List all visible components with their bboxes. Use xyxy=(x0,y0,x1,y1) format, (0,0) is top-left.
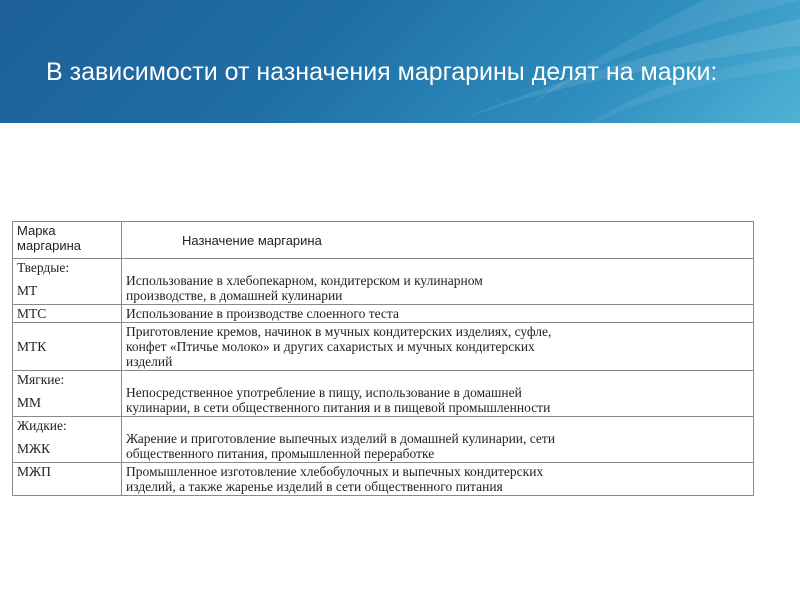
table-row xyxy=(13,463,754,496)
brand-code: МТ xyxy=(17,283,38,298)
slide-title: В зависимости от назначения маргарины делят на марки: xyxy=(46,58,718,86)
purpose-line: Непосредственное употребление в пищу, использование в домашней xyxy=(126,385,522,400)
brand-code: МЖК xyxy=(17,441,51,456)
table-row xyxy=(13,417,754,463)
brand-code: МЖП xyxy=(17,464,51,479)
purpose-line: Использование в производстве слоенного теста xyxy=(126,306,399,321)
table-row xyxy=(13,323,754,371)
margarine-table-container xyxy=(12,221,754,496)
purpose-line: общественного питания, промышленной переработке xyxy=(126,446,435,461)
group-label: Жидкие: xyxy=(17,418,67,433)
brand-cell xyxy=(13,371,122,417)
group-label: Мягкие: xyxy=(17,372,65,387)
purpose-line: конфет «Птичье молоко» и других сахаристых и мучных кондитерских xyxy=(126,339,535,354)
purpose-line: изделий xyxy=(126,354,173,369)
purpose-line: Жарение и приготовление выпечных изделий в домашней кулинарии, сети xyxy=(126,431,556,446)
slide-header xyxy=(0,0,800,123)
purpose-cell xyxy=(122,371,754,417)
purpose-line: Промышленное изготовление хлебобулочных и выпечных кондитерских xyxy=(126,464,544,479)
brand-cell xyxy=(13,417,122,463)
purpose-line: изделий, а также жаренье изделий в сети общественного питания xyxy=(126,479,503,494)
purpose-line: кулинарии, в сети общественного питания и в пищевой промышленности xyxy=(126,400,551,415)
header-purpose-cell: Назначение маргарина xyxy=(122,222,754,259)
brand-code: ММ xyxy=(17,395,42,410)
purpose-line: производстве, в домашней кулинарии xyxy=(126,288,343,303)
header-brand-cell: Марка маргарина xyxy=(13,222,122,259)
purpose-cell xyxy=(122,323,754,371)
purpose-cell xyxy=(122,259,754,305)
table-row xyxy=(13,371,754,417)
purpose-cell xyxy=(122,463,754,496)
purpose-line: Приготовление кремов, начинок в мучных кондитерских изделиях, суфле, xyxy=(126,324,552,339)
brand-cell xyxy=(13,463,122,496)
brand-cell xyxy=(13,323,122,371)
brand-code: МТС xyxy=(17,306,47,321)
purpose-cell xyxy=(122,417,754,463)
purpose-cell xyxy=(122,305,754,323)
margarine-table xyxy=(12,221,754,496)
brand-cell xyxy=(13,305,122,323)
purpose-line: Использование в хлебопекарном, кондитерском и кулинарном xyxy=(126,273,483,288)
table-header-row xyxy=(13,222,754,259)
table-row xyxy=(13,259,754,305)
table-row xyxy=(13,305,754,323)
brand-code: МТК xyxy=(17,339,47,354)
group-label: Твердые: xyxy=(17,260,70,275)
brand-cell xyxy=(13,259,122,305)
